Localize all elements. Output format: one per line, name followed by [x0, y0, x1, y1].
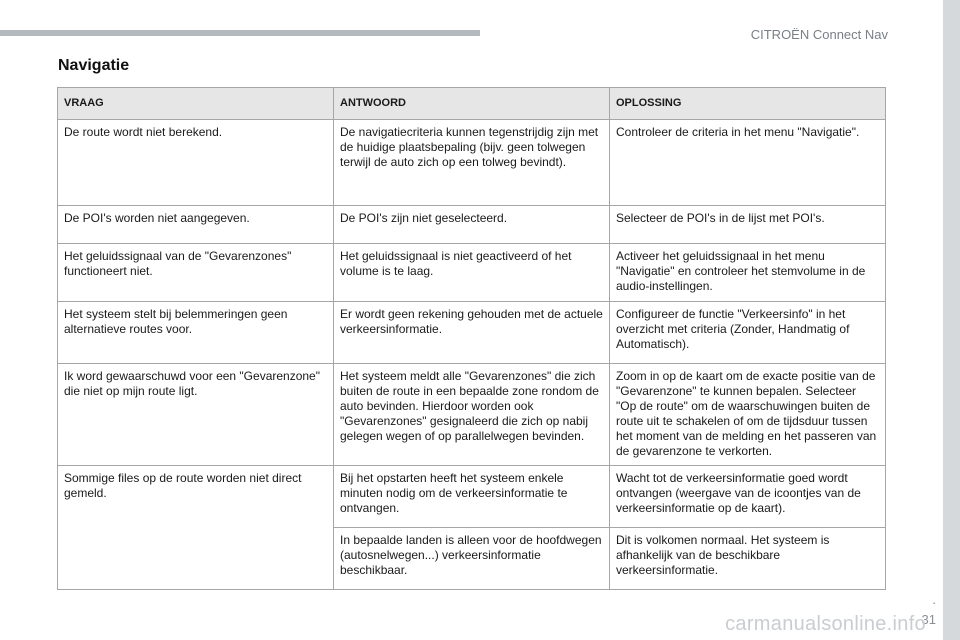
answer-cell: De navigatiecriteria kunnen tegenstrijdig zijn met de huidige plaatsbepaling (bijv. geen tolwegen terwijl de auto zich op een tolweg bevindt). — [334, 120, 610, 206]
table-row — [58, 244, 886, 302]
solution-cell: Configureer de functie "Verkeersinfo" in het overzicht met criteria (Zonder, Handmatig of Automatisch). — [610, 302, 886, 364]
question-cell: Het geluidssignaal van de "Gevarenzones" functioneert niet. — [58, 244, 334, 302]
watermark-text: carmanualsonline.info — [725, 613, 926, 635]
table-row — [58, 120, 886, 206]
column-header-solution: OPLOSSING — [610, 88, 886, 120]
question-cell: Sommige files op de route worden niet direct gemeld. — [58, 466, 334, 590]
solution-cell: Zoom in op de kaart om de exacte positie van de "Gevarenzone" te kunnen bepalen. Selecteer "Op de route" om de waarschuwingen buiten de route uit te schakelen of om de tijdsduur tussen het moment van de melding en het passeren van de gevarenzone te verkorten. — [610, 364, 886, 466]
page-side-strip — [943, 0, 960, 640]
table-header-row — [58, 88, 886, 120]
solution-cell: Dit is volkomen normaal. Het systeem is afhankelijk van de beschikbare verkeersinformatie. — [610, 528, 886, 590]
answer-cell: Het systeem meldt alle "Gevarenzones" die zich buiten de route in een bepaalde zone rondom de auto bevinden. Hierdoor worden ook "Gevarenzones" gesignaleerd die zich op nabij gelegen wegen of op parallelwegen bevinden. — [334, 364, 610, 466]
answer-cell: Het geluidssignaal is niet geactiveerd of het volume is te laag. — [334, 244, 610, 302]
solution-cell: Controleer de criteria in het menu "Navigatie". — [610, 120, 886, 206]
answer-cell: De POI's zijn niet geselecteerd. — [334, 206, 610, 244]
header-bar — [0, 30, 480, 36]
column-header-answer: ANTWOORD — [334, 88, 610, 120]
solution-cell: Activeer het geluidssignaal in het menu "Navigatie" en controleer het stemvolume in de audio-instellingen. — [610, 244, 886, 302]
table-row — [58, 364, 886, 466]
table-row — [58, 206, 886, 244]
header-brand: CITROËN Connect Nav — [750, 27, 888, 42]
column-header-question: VRAAG — [58, 88, 334, 120]
solution-cell: Wacht tot de verkeersinformatie goed wordt ontvangen (weergave van de icoontjes van de verkeersinformatie op de kaart). — [610, 466, 886, 528]
page-dot: . — [932, 592, 936, 607]
answer-cell: In bepaalde landen is alleen voor de hoofdwegen (autosnelwegen...) verkeersinformatie beschikbaar. — [334, 528, 610, 590]
question-cell: Ik word gewaarschuwd voor een "Gevarenzone" die niet op mijn route ligt. — [58, 364, 334, 466]
table-row — [58, 302, 886, 364]
faq-table — [57, 87, 886, 590]
question-cell: De POI's worden niet aangegeven. — [58, 206, 334, 244]
table-row — [58, 466, 886, 528]
answer-cell: Er wordt geen rekening gehouden met de actuele verkeersinformatie. — [334, 302, 610, 364]
question-cell: Het systeem stelt bij belemmeringen geen alternatieve routes voor. — [58, 302, 334, 364]
section-title: Navigatie — [58, 57, 130, 74]
page-number: 31 — [921, 612, 936, 627]
solution-cell: Selecteer de POI's in de lijst met POI's. — [610, 206, 886, 244]
answer-cell: Bij het opstarten heeft het systeem enkele minuten nodig om de verkeersinformatie te ontvangen. — [334, 466, 610, 528]
question-cell: De route wordt niet berekend. — [58, 120, 334, 206]
